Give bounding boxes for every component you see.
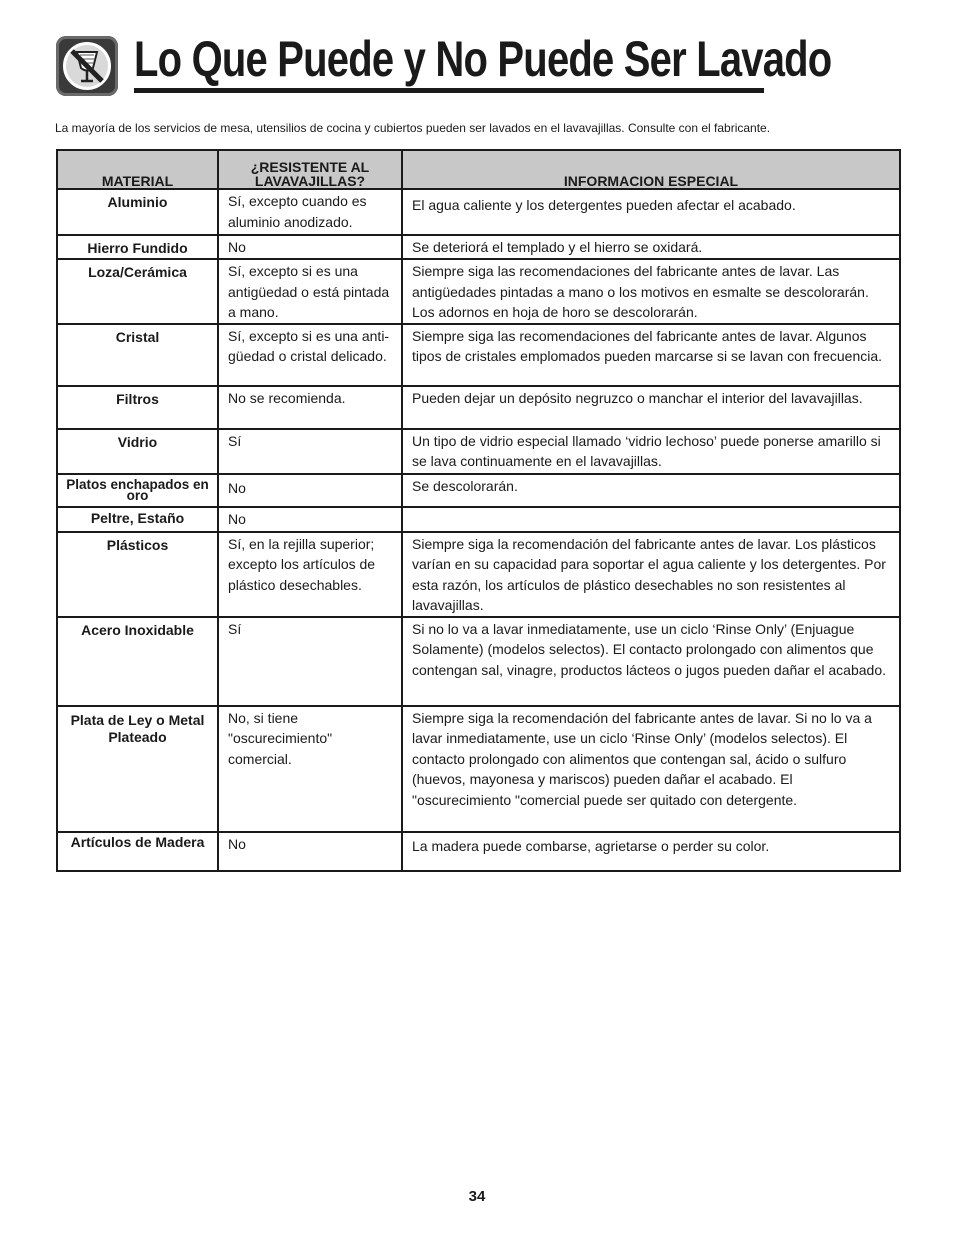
info-cell: Siempre siga la recomendación del fabricante antes de lavar. Los plásticos varían en su capacidad para soportar el agua caliente y los detergentes. Por esta razón, los artículos de plástico desechables no son resistentes al lavavajillas. <box>402 532 900 617</box>
resistant-cell: No <box>218 507 402 532</box>
resistant-cell: No <box>218 235 402 259</box>
table-row <box>57 235 900 259</box>
material-cell: Acero Inoxidable <box>57 617 218 706</box>
material-cell: Aluminio <box>57 189 218 235</box>
info-cell: La madera puede combarse, agrietarse o perder su color. <box>402 832 900 871</box>
page-title: Lo Que Puede y No Puede Ser Lavado <box>134 31 832 87</box>
intro-paragraph: La mayoría de los servicios de mesa, utensilios de cocina y cubiertos pueden ser lavados en el lavavajillas. Consulte con el fabricante. <box>55 121 771 135</box>
table-row <box>57 507 900 532</box>
material-cell: Plata de Ley o Metal Plateado <box>57 706 218 832</box>
header-resistant-line1: ¿RESISTENTE AL <box>250 159 370 175</box>
table-row <box>57 386 900 429</box>
info-cell: Se deteriorá el templado y el hierro se oxidará. <box>402 235 900 259</box>
resistant-cell: Sí <box>218 429 402 474</box>
info-cell: Si no lo va a lavar inmediatamente, use un ciclo ‘Rinse Only’ (Enjuague Solamente) (modelos selectos). El contacto prolongado con alimentos que contengan sal, vinagre, productos lácteos o jugos pueden dañar el acabado. <box>402 617 900 706</box>
material-cell: Filtros <box>57 386 218 429</box>
table-row <box>57 324 900 386</box>
resistant-cell: Sí <box>218 617 402 706</box>
header-resistant-line2: LAVAVAJILLAS? <box>254 173 366 189</box>
resistant-cell: Sí, excepto si es una anti-güedad o cristal delicado. <box>218 324 402 386</box>
resistant-cell: No se recomienda. <box>218 386 402 429</box>
resistant-cell: Sí, excepto si es una antigüedad o está pintada a mano. <box>218 259 402 324</box>
material-cell: Cristal <box>57 324 218 386</box>
resistant-cell: No, si tiene "oscurecimiento" comercial. <box>218 706 402 832</box>
material-cell: Plásticos <box>57 532 218 617</box>
info-cell: Un tipo de vidrio especial llamado ‘vidrio lechoso’ puede ponerse amarillo si se lava continuamente en el lavavajillas. <box>402 429 900 474</box>
material-cell: Peltre, Estaño <box>57 507 218 532</box>
title-underline <box>134 88 764 93</box>
resistant-cell: Sí, en la rejilla superior; excepto los artículos de plástico desechables. <box>218 532 402 617</box>
table-row <box>57 832 900 871</box>
info-cell: El agua caliente y los detergentes pueden afectar el acabado. <box>402 189 900 235</box>
resistant-cell: No <box>218 474 402 507</box>
page-header <box>56 30 832 98</box>
page-number: 34 <box>468 1188 486 1205</box>
material-cell: Artículos de Madera <box>57 832 218 871</box>
info-cell: Siempre siga las recomendaciones del fabricante antes de lavar. Las antigüedades pintadas a mano o los motivos en esmalte se descolorarán. Los adornos en hoja de horo se descolorarán. <box>402 259 900 324</box>
table-row <box>57 706 900 832</box>
header-material: MATERIAL <box>57 150 218 189</box>
table-row <box>57 189 900 235</box>
info-cell <box>402 507 900 532</box>
table-row <box>57 474 900 507</box>
material-cell: Loza/Cerámica <box>57 259 218 324</box>
info-cell: Pueden dejar un depósito negruzco o manchar el interior del lavavajillas. <box>402 386 900 429</box>
resistant-cell: No <box>218 832 402 871</box>
material-cell: Platos enchapados en oro <box>57 474 218 507</box>
material-cell: Hierro Fundido <box>57 235 218 259</box>
table-row <box>57 429 900 474</box>
table-row <box>57 617 900 706</box>
table-row <box>57 259 900 324</box>
table-row <box>57 532 900 617</box>
info-cell: Siempre siga la recomendación del fabricante antes de lavar. Si no lo va a lavar inmediatamente, use un ciclo ‘Rinse Only’ (modelos selectos). El contacto prolongado con alimentos que contengan sal, ácido o sulfuro (huevos, mayonesa y mariscos) pueden dañar el acabado. El "oscurecimiento "comercial puede ser quitado con detergente. <box>402 706 900 832</box>
info-cell: Siempre siga las recomendaciones del fabricante antes de lavar. Algunos tipos de cristales emplomados pueden marcarse si se lavan con frecuencia. <box>402 324 900 386</box>
header-info: INFORMACION ESPECIAL <box>402 150 900 189</box>
header-resistant <box>218 150 402 189</box>
material-cell: Vidrio <box>57 429 218 474</box>
resistant-cell: Sí, excepto cuando es aluminio anodizado. <box>218 189 402 235</box>
dishwasher-materials-table <box>56 149 901 872</box>
no-glass-icon <box>56 36 118 96</box>
info-cell: Se descolorarán. <box>402 474 900 507</box>
table-header-row <box>57 150 900 189</box>
